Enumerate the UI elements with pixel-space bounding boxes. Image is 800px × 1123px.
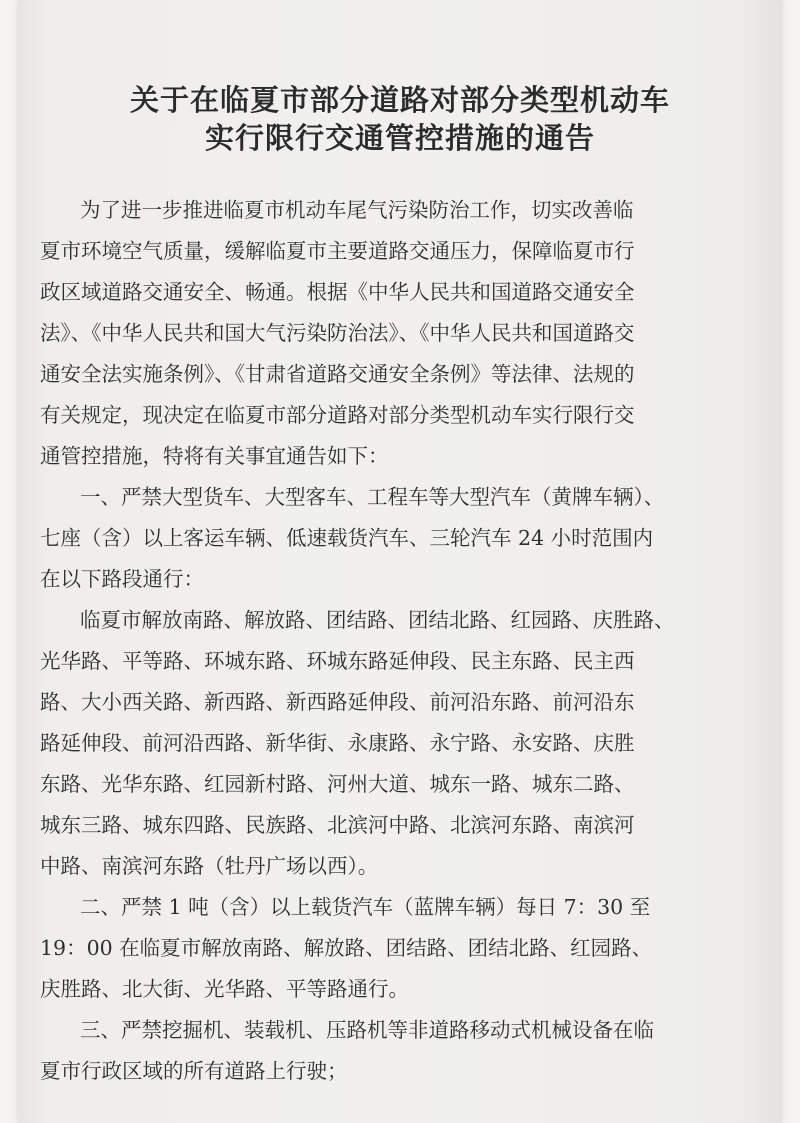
body-line: 法》、《中华人民共和国大气污染防治法》、《中华人民共和国道路交	[40, 321, 635, 345]
body-line: 夏市行政区域的所有道路上行驶；	[40, 1059, 348, 1083]
document-title-line-1: 关于在临夏市部分道路对部分类型机动车	[129, 83, 670, 117]
road-list-line: 城东三路、城东四路、民族路、北滨河中路、北滨河东路、南滨河	[40, 813, 635, 837]
body-line: 在以下路段通行：	[40, 567, 204, 591]
body-line: 夏市环境空气质量，缓解临夏市主要道路交通压力，保障临夏市行	[40, 239, 635, 263]
body-line: 有关规定，现决定在临夏市部分道路对部分类型机动车实行限行交	[40, 403, 635, 427]
body-line: 通管控措施，特将有关事宜通告如下：	[40, 444, 389, 468]
section-two-line: 二、严禁 1 吨（含）以上载货汽车（蓝牌车辆）每日 7：30 至	[80, 895, 651, 919]
road-list-line: 路延伸段、前河沿西路、新华街、永康路、永宁路、永安路、庆胜	[40, 731, 635, 755]
road-list-line: 中路、南滨河东路（牡丹广场以西）。	[40, 854, 379, 878]
section-three-line: 三、严禁挖掘机、装载机、压路机等非道路移动式机械设备在临	[80, 1018, 654, 1042]
body-line: 19：00 在临夏市解放南路、解放路、团结路、团结北路、红园路、	[40, 936, 653, 960]
document-body	[40, 190, 752, 1092]
body-line: 为了进一步推进临夏市机动车尾气污染防治工作，切实改善临	[80, 198, 634, 222]
body-line: 七座（含）以上客运车辆、低速载货汽车、三轮汽车 24 小时范围内	[40, 526, 654, 550]
body-line: 通安全法实施条例》、《甘肃省道路交通安全条例》等法律、法规的	[40, 362, 635, 386]
road-list-line: 光华路、平等路、环城东路、环城东路延伸段、民主东路、民主西	[40, 649, 635, 673]
road-list-line: 临夏市解放南路、解放路、团结路、团结北路、红园路、庆胜路、	[80, 608, 675, 632]
section-one-line: 一、严禁大型货车、大型客车、工程车等大型汽车（黄牌车辆）、	[80, 485, 665, 509]
road-list-line: 路、大小西关路、新西路、新西路延伸段、前河沿东路、前河沿东	[40, 690, 635, 714]
road-list-line: 东路、光华东路、红园新村路、河州大道、城东一路、城东二路、	[40, 772, 635, 796]
body-line: 政区域道路交通安全、畅通。根据《中华人民共和国道路交通安全	[40, 280, 635, 304]
body-line: 庆胜路、北大街、光华路、平等路通行。	[40, 977, 409, 1001]
document-title-line-2: 实行限行交通管控措施的通告	[204, 121, 595, 155]
